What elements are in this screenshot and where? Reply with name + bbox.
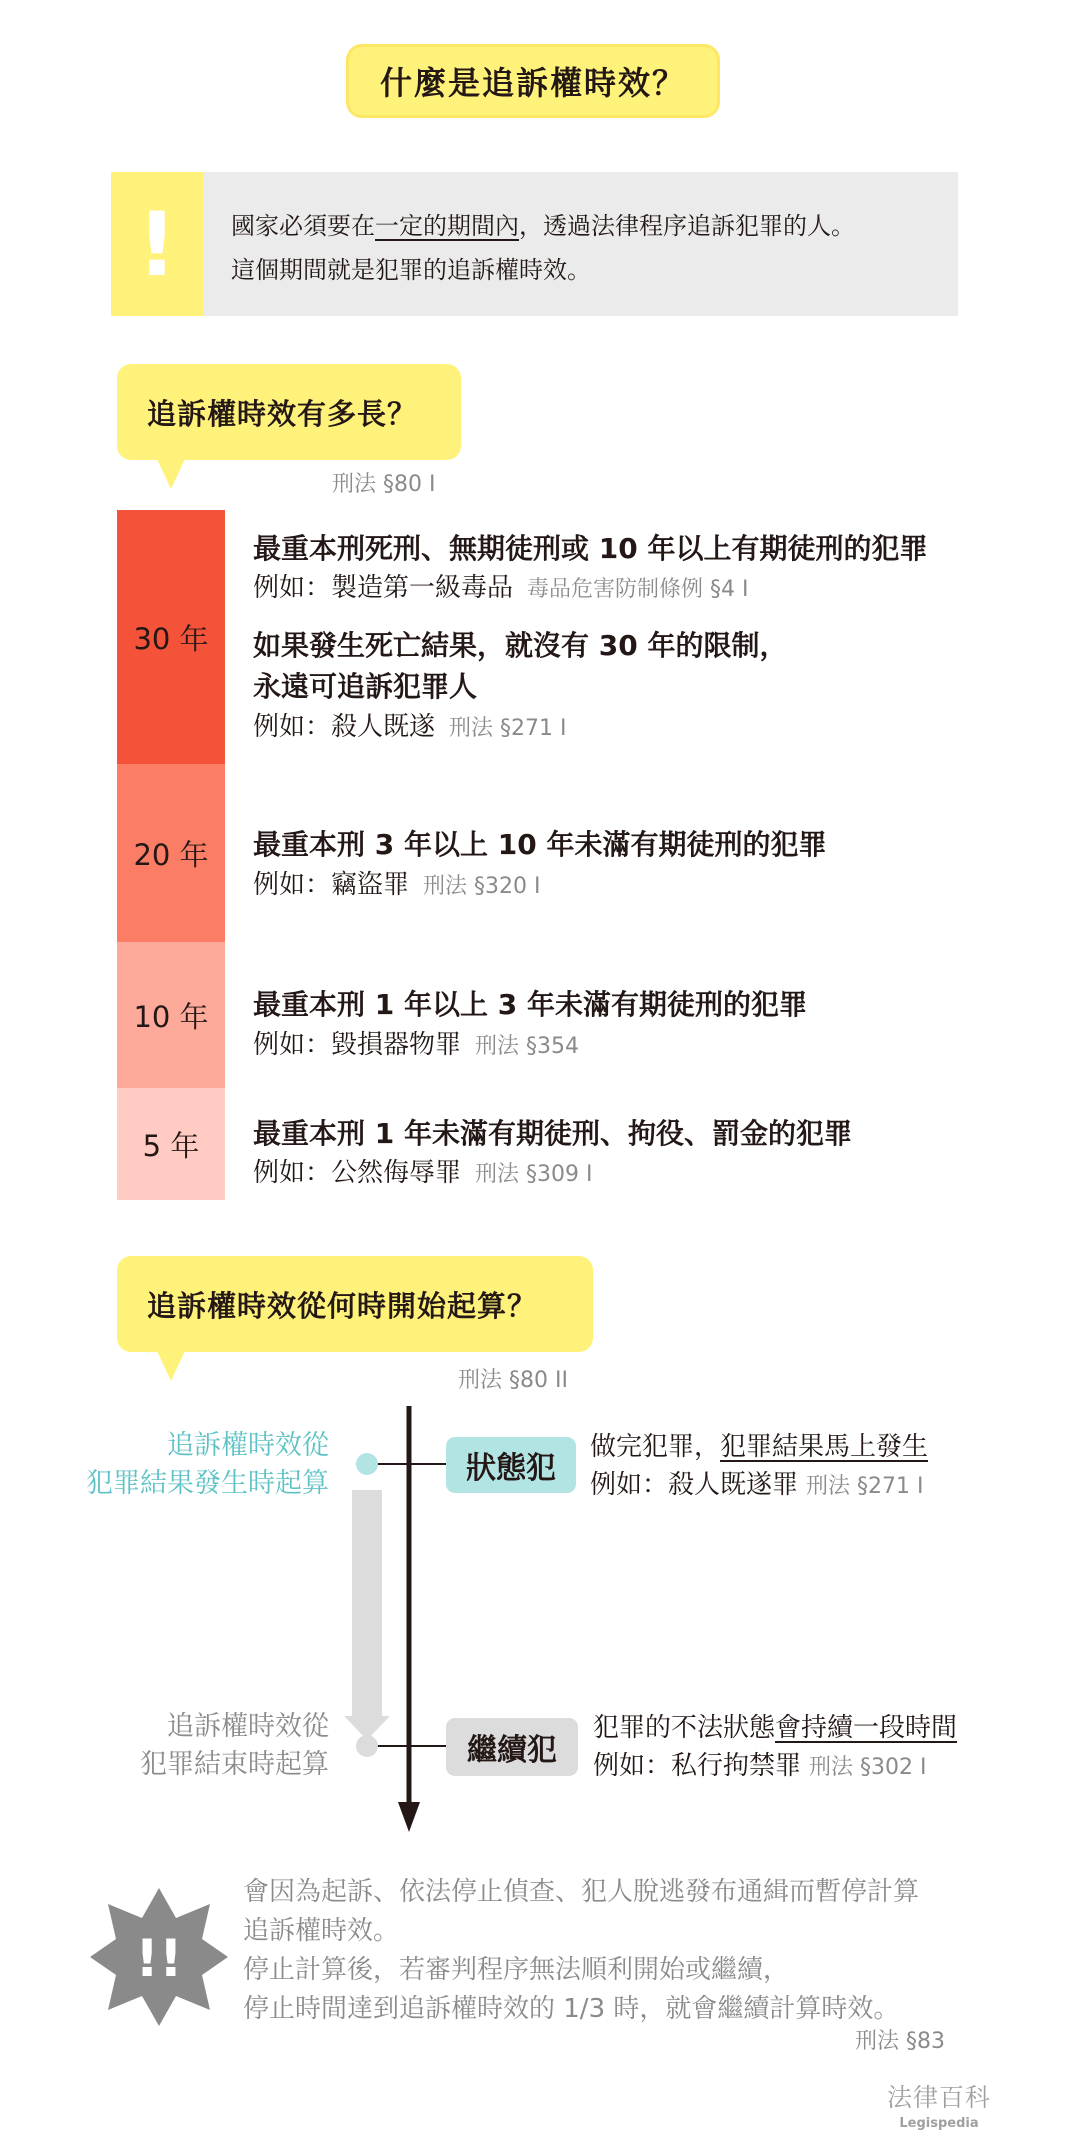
row-30-desc: 最重本刑死刑、無期徒刑或 10 年以上有期徒刑的犯罪 xyxy=(253,532,928,565)
intro-notice xyxy=(111,172,958,316)
row-30-extra-example: 例如：殺人既遂 刑法 §271 I xyxy=(253,712,567,742)
duration-ref: 刑法 §80 I xyxy=(332,472,436,497)
exclamation-icon: ! xyxy=(111,172,203,316)
continuous-crime-desc: 犯罪的不法狀態會持續一段時間 例如：私行拘禁罪 刑法 §302 I xyxy=(593,1713,958,1781)
start-bubble-tail xyxy=(157,1351,185,1381)
page-title-text: 什麼是追訴權時效？ xyxy=(379,64,686,102)
state-crime-tag: 狀態犯 xyxy=(446,1437,576,1493)
intro-line-1: 國家必須要在一定的期間內，透過法律程序追訴犯罪的人。 xyxy=(231,212,855,240)
start-question: 追訴權時效從何時開始起算？ xyxy=(147,1288,538,1323)
row-30-example: 例如：製造第一級毒品 毒品危害防制條例 §4 I xyxy=(253,573,749,603)
row-5-example: 例如：公然侮辱罪 刑法 §309 I xyxy=(253,1158,593,1188)
timeline-arrow-head xyxy=(398,1802,420,1832)
row-30-extra-line-1: 如果發生死亡結果，就沒有 30 年的限制， xyxy=(253,629,788,662)
svg-text:!!: !! xyxy=(135,1929,183,1989)
progress-arrow-shaft xyxy=(352,1490,382,1716)
duration-question: 追訴權時效有多長？ xyxy=(147,396,418,431)
period-bar-30: 30 年 xyxy=(117,510,225,764)
suspension-note: 會因為起訴、依法停止偵查、犯人脫逃發布通緝而暫停計算 追訴權時效。 停止計算後，若審判程序無法順利開始或繼續， 停止時間達到追訴權時效的 1/3 時，就會繼續計算時效。 xyxy=(243,1877,920,2024)
duration-question-bubble xyxy=(117,364,461,460)
brand-logo: 法律百科 Legispedia xyxy=(886,2083,991,2131)
intro-line-2: 這個期間就是犯罪的追訴權時效。 xyxy=(231,256,591,284)
row-5-desc: 最重本刑 1 年未滿有期徒刑、拘役、罰金的犯罪 xyxy=(253,1117,852,1150)
double-exclamation-burst-icon xyxy=(86,1884,232,2030)
duration-bubble-tail xyxy=(157,459,185,489)
row-30-extra-line-2: 永遠可追訴犯罪人 xyxy=(253,670,478,703)
start-question-bubble xyxy=(117,1256,593,1352)
state-crime-desc: 做完犯罪，犯罪結果馬上發生 例如：殺人既遂罪 刑法 §271 I xyxy=(590,1432,929,1500)
continuous-start-label: 追訴權時效從 犯罪結束時起算 xyxy=(140,1711,329,1780)
state-start-label: 追訴權時效從 犯罪結果發生時起算 xyxy=(86,1430,329,1499)
continuous-crime-tag: 繼續犯 xyxy=(446,1718,578,1776)
row-20-example: 例如：竊盜罪 刑法 §320 I xyxy=(253,870,541,900)
period-bar-10: 10 年 xyxy=(117,942,225,1088)
start-ref: 刑法 §80 II xyxy=(458,1368,568,1393)
continuous-dot xyxy=(356,1735,378,1757)
state-dot xyxy=(356,1453,378,1475)
row-10-example: 例如：毀損器物罪 刑法 §354 xyxy=(253,1030,580,1060)
page-title xyxy=(346,44,720,118)
suspension-ref: 刑法 §83 xyxy=(855,2029,945,2054)
period-bar-5: 5 年 xyxy=(117,1088,225,1200)
period-bar-20: 20 年 xyxy=(117,764,225,942)
row-10-desc: 最重本刑 1 年以上 3 年未滿有期徒刑的犯罪 xyxy=(253,988,807,1021)
row-20-desc: 最重本刑 3 年以上 10 年未滿有期徒刑的犯罪 xyxy=(253,828,827,861)
